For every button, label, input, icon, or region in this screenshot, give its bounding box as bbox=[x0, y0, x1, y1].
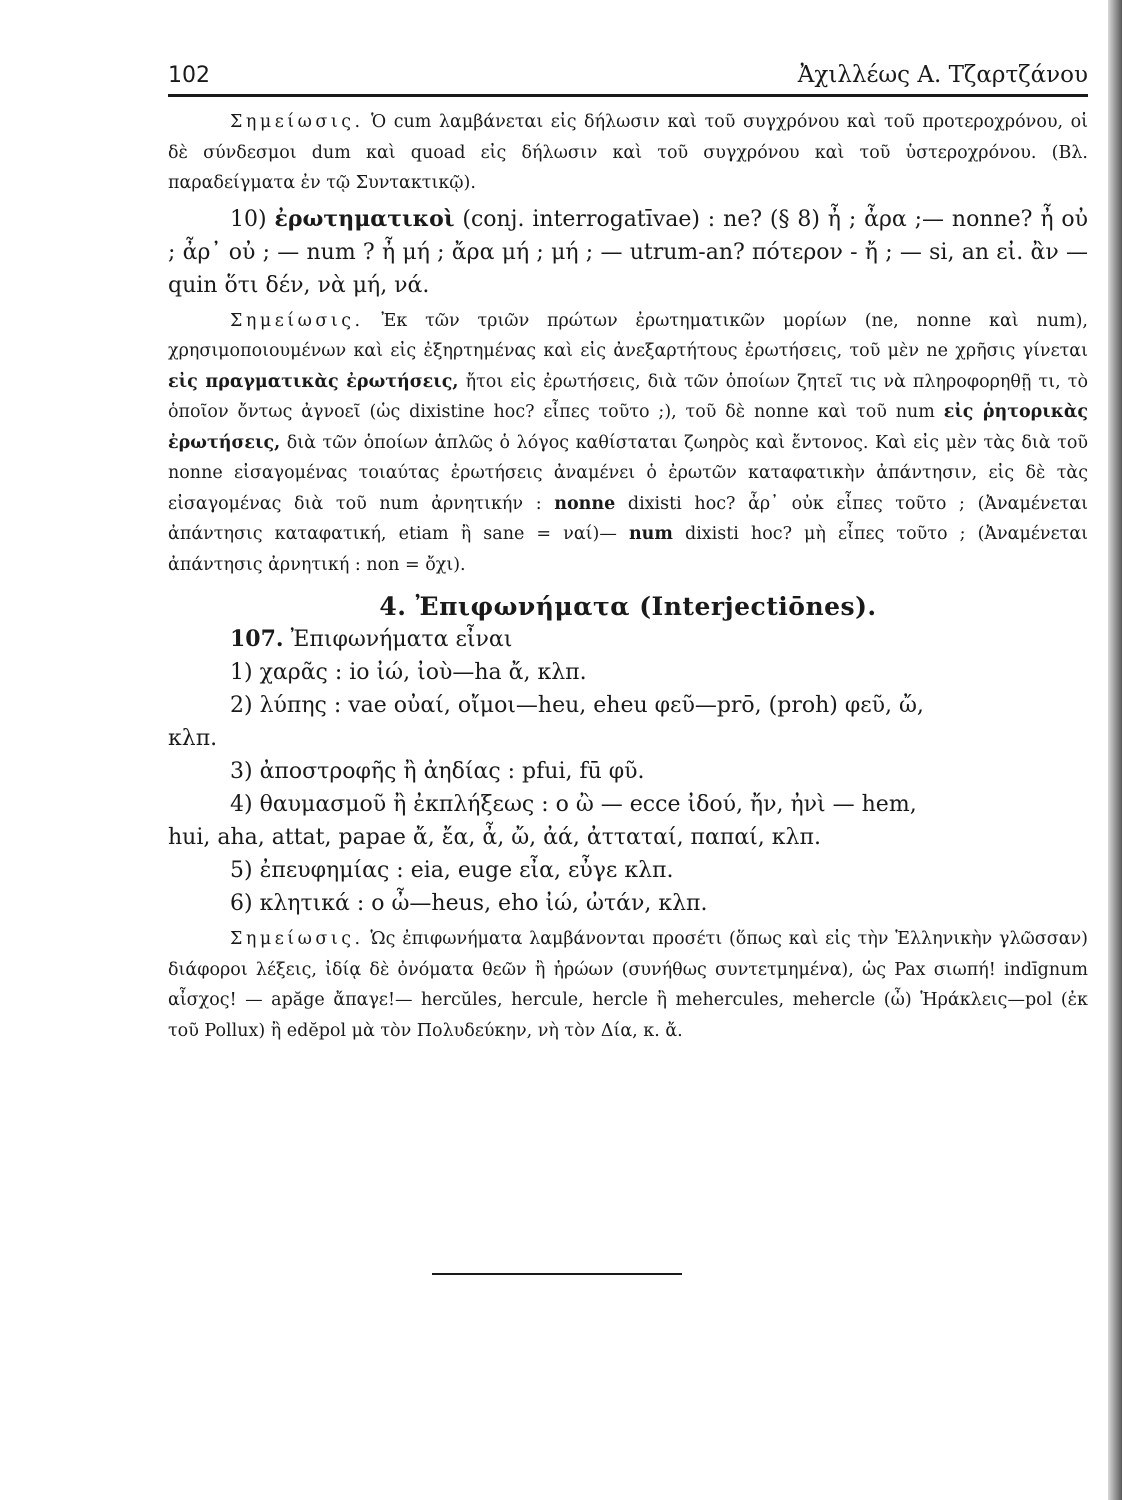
note-emphasis: εἰς πραγματικὰς ἐρωτήσεις, bbox=[168, 371, 459, 392]
note-text: Ἐκ τῶν τριῶν πρώτων ἐρωτηματικῶν μορίων (ne, nonne καὶ num), χρησιμοποιουμένων καὶ εἰς ἐξηρτημένας καὶ εἰς ἀνεξαρτήτους ἐρωτήσεις, τοῦ μὲν ne χρῆσις γίνεται bbox=[168, 310, 1088, 361]
paragraph-text: Ἐπιφωνήματα εἶναι bbox=[283, 627, 513, 652]
note-paragraph-3 bbox=[168, 924, 1088, 1046]
note-text: Ὁ cum λαμβάνεται εἰς δήλωσιν καὶ τοῦ συγχρόνου καὶ τοῦ προτεροχρόνου, οἱ δὲ σύνδεσμοι dum καὶ quoad εἰς δήλωσιν καὶ τοῦ συγχρόνου καὶ τοῦ ὑστεροχρόνου. (Βλ. παραδείγματα ἐν τῷ Συντακτικῷ). bbox=[168, 112, 1088, 193]
list-item: 4) θαυμασμοῦ ἢ ἐκπλήξεως : o ὢ — ecce ἰδού, ἤν, ἠνὶ — hem, bbox=[230, 792, 917, 817]
list-item-continuation: hui, aha, attat, papae ἄ, ἔα, ἆ, ὤ, ἀά, ἀτταταί, παπαί, κλπ. bbox=[168, 825, 821, 850]
note-text: διὰ τῶν ὁποίων ἁπλῶς ὁ λόγος καθίσταται ζωηρὸς καὶ ἔντονος. Καὶ εἰς μὲν τὰς διὰ τοῦ nonne εἰσαγομένας τοιαύτας ἐρωτήσεις ἀναμένει ὁ ἐρωτῶν καταφατικὴν ἀπάντησιν, εἰς δὲ τὰς εἰσαγομένας διὰ τοῦ num ἀρνητικήν : bbox=[168, 432, 1088, 514]
list-item: 1) χαρᾶς : io ἰώ, ἰοὺ—ha ἄ, κλπ. bbox=[230, 660, 587, 685]
paragraph-interrogative bbox=[168, 203, 1088, 302]
list-item: 5) ἐπευφημίας : eia, euge εἶα, εὖγε κλπ. bbox=[230, 858, 674, 883]
footnote-divider bbox=[432, 1273, 682, 1275]
paragraph-term: ἐρωτηματικοὶ bbox=[274, 205, 455, 232]
note-label: Σημείωσις. bbox=[230, 929, 364, 949]
note-text: dixisti hoc? μὴ εἶπες τοῦτο ; (Ἀναμένεται ἀπάντησις ἀρνητική : non = ὄχι). bbox=[168, 524, 1088, 575]
paragraph-text: (conj. interrogatīvae) : ne? (§ 8) ἦ ; ἆρα ;— nonne? ἦ οὐ ; ἆρ᾿ οὐ ; — num ? ἦ μή ; ἄρα μή ; μή ; — utrum-an? πότερον - ἤ ; — si, an εἰ. ἂν — quin ὅτι δέν, νὰ μή, νά. bbox=[168, 206, 1089, 298]
note-paragraph-2 bbox=[168, 306, 1088, 581]
list-item: 2) λύπης : vae οὐαί, οἴμοι—heu, eheu φεῦ—prō, (proh) φεῦ, ὤ, bbox=[230, 693, 924, 718]
note-emphasis: num bbox=[628, 524, 673, 544]
document-page bbox=[168, 62, 1088, 1046]
paragraph-107 bbox=[168, 623, 1088, 656]
page-number: 102 bbox=[168, 63, 210, 88]
note-label: Σημείωσις. bbox=[230, 310, 364, 331]
paragraph-number: 10) bbox=[230, 206, 275, 232]
note-label: Σημείωσις. bbox=[230, 112, 364, 132]
note-emphasis: nonne bbox=[554, 493, 616, 514]
section-title: 4. Ἐπιφωνήματα (Interjectiōnes). bbox=[379, 592, 877, 621]
note-text: Ὡς ἐπιφωνήματα λαμβάνονται προσέτι (ὅπως καὶ εἰς τὴν Ἑλληνικὴν γλῶσσαν) διάφοροι λέξεις, ἰδίᾳ δὲ ὀνόματα θεῶν ἢ ἡρώων (συνήθως συντετμημένα), ὡς Pax σιωπή! indīgnum αἶσχος! — apăge ἄπαγε!— hercŭles, hercule, hercle ἢ mehercules, mehercle (ὦ) Ἡράκλεις—pol (ἐκ τοῦ Pollux) ἢ edĕpol μὰ τὸν Πολυδεύκην, νὴ τὸν Δία, κ. ἄ. bbox=[168, 929, 1088, 1041]
note-emphasis: εἰς ῥητορικὰς ἐρωτήσεις, bbox=[168, 402, 1088, 453]
note-paragraph-1 bbox=[168, 107, 1088, 199]
paragraph-number: 107. bbox=[230, 626, 284, 652]
list-item: 3) ἀποστροφῆς ἢ ἀηδίας : pfui, fū φῦ. bbox=[230, 759, 645, 784]
scan-page-edge bbox=[1108, 0, 1122, 1500]
list-item-continuation: κλπ. bbox=[168, 726, 218, 751]
page-header bbox=[168, 62, 1088, 97]
note-text: dixisti hoc? ἆρ᾿ οὐκ εἶπες τοῦτο ; (Ἀναμένεται ἀπάντησις καταφατική, etiam ἢ sane = ναί)— bbox=[168, 493, 1088, 544]
running-title: Ἀχιλλέως Α. Τζαρτζάνου bbox=[797, 62, 1088, 88]
note-text: ἤτοι εἰς ἐρωτήσεις, διὰ τῶν ὁποίων ζητεῖ τις νὰ πληροφορηθῇ τι, τὸ ὁποῖον ὄντως ἀγνοεῖ (ὡς dixistine hoc? εἶπες τοῦτο ;), τοῦ δὲ nonne καὶ τοῦ num bbox=[168, 371, 1088, 422]
list-item: 6) κλητικά : o ὦ—heus, eho ἰώ, ὠτάν, κλπ. bbox=[230, 891, 708, 916]
